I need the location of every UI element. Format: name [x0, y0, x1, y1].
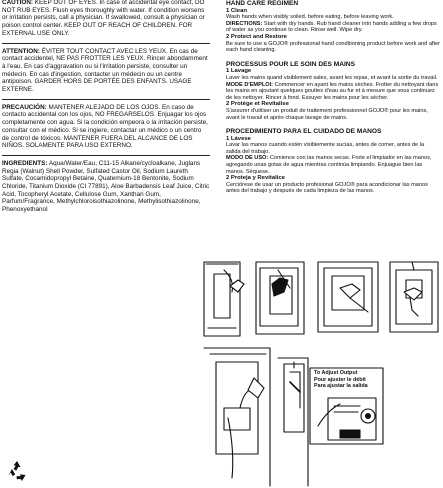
caution-block	[2, 0, 210, 38]
en-step2-heading: 2 Protect and Restore	[226, 33, 287, 40]
spanish-section	[226, 128, 440, 195]
en-step2-text: Be sure to use a GOJO® professional hand conditioning product before work and after each hand cleaning.	[226, 40, 441, 54]
caution-lead: CAUTION:	[2, 0, 34, 6]
adjust-output-labels	[314, 370, 388, 390]
recycle-icon	[6, 460, 28, 482]
es-title: PROCEDIMIENTO PARA EL CUIDADO DE MANOS	[226, 128, 382, 136]
es-directions-text: Comience con las manos secas. Frote el limpiador en las manos, agregando unas gotas de agua mientras continúa limpiando. Enjuague bien las manos. Séquese.	[226, 155, 432, 175]
es-step1-text: Lavar las manos cuando estén visiblemente sucias, antes de comer, antes de la salida del trabajo.	[226, 142, 425, 155]
fr-directions-text: Commencer en ayant les mains sèches. Frotter du nettoyant dans les mains en ajoutant quelques gouttes d'eau au fur et à mesure que vous continuez de les nettoyer. Rincer à fond. Essuyer les mains pour les sécher.	[226, 81, 439, 101]
fr-step1-heading: 1 Lavage	[226, 68, 252, 75]
open-dispenser-illustration	[204, 262, 244, 336]
ingredients-lead: INGREDIENTS:	[2, 159, 48, 167]
es-step1-heading: 1 Lávese	[226, 135, 251, 142]
ingredients-block	[2, 160, 210, 214]
es-step2-heading: 2 Proteja y Revitalice	[226, 175, 285, 182]
french-section	[226, 61, 440, 121]
attention-text: ÉVITER TOUT CONTACT AVEC LES YEUX. En cas de contact accidentel, NE PAS FROTTER LES YEUX. Rincer abondamment à l'eau. En cas d'aggravation ou si l'irritation persiste, consulter un médecin. En cas d'ingestion, contacter un médecin ou un centre antipoison. GARDER HORS DE PORTÉE DES ENFANTS. USAGE EXTERNE.	[2, 47, 208, 94]
divider	[2, 43, 210, 44]
warnings-column	[2, 0, 210, 214]
fr-title: PROCESSUS POUR LE SOIN DES MAINS	[226, 60, 355, 68]
es-step2-text: Cerciórese de usar un producto profesional GOJO® para acondicionar las manos antes del trabajo y después de cada limpieza de las manos.	[226, 181, 428, 195]
fr-directions-lead: MODE D'EMPLOI:	[226, 81, 274, 88]
adjust-output-en: To Adjust Output	[314, 370, 358, 376]
close-dispenser-illustration	[318, 262, 378, 332]
precaucion-text: MANTENER ALEJADO DE LOS OJOS. En caso de contacto accidental con los ojos, NO FREGARSELOS. Enjuagar los ojos completamente con agua. Si la condición empeora o la irritación persiste, consultar con el médico. Si se ingiere, contactar un médico o un centro de control de tóxicos. MANTENER FUERA DEL ALCANCE DE LOS NIÑOS. SOLAMENTE PARA USO EXTERNO.	[2, 103, 208, 150]
english-section	[226, 0, 440, 54]
en-step1-heading: 1 Clean	[226, 7, 247, 14]
precaucion-block	[2, 104, 210, 150]
insert-cartridge-illustration	[256, 262, 304, 334]
refill-arrow-illustration	[278, 358, 308, 486]
divider	[2, 155, 210, 156]
en-directions-lead: DIRECTIONS:	[226, 20, 263, 27]
en-title: HAND CARE REGIMEN	[226, 0, 299, 7]
dispense-illustration	[390, 262, 438, 332]
fr-step2-heading: 2 Protège et Revitalise	[226, 101, 289, 108]
fr-step2-text: S'assurer d'utiliser un produit de traitement professionnel GOJO® pour les mains, avant le travail et après chaque lavage de mains.	[226, 107, 428, 121]
divider	[2, 99, 210, 100]
adjust-output-es: Para ajustar la salida	[314, 383, 368, 390]
fr-step1-text: Laver les mains quand visiblement sales, avant les repas, et avant la sortie du travail.	[226, 74, 438, 81]
caution-text: KEEP OUT OF EYES. In case of accidental eye contact, DO NOT RUB EYES. Flush eyes thoroughly with water. If condition worsens or irritation persists, call a physician. If swallowed, consult a physician or poison control center. KEEP OUT OF REACH OF CHILDREN. FOR EXTERNAL USE ONLY.	[2, 0, 205, 37]
es-directions-lead: MODO DE USO:	[226, 155, 269, 162]
wall-mount-illustration	[204, 348, 270, 486]
en-step1-text: Wash hands when visibly soiled, before eating, before leaving work.	[226, 14, 394, 21]
ingredients-text: Aqua/Water/Eau, C11-15 Alkane/cycloalkane, Juglans Regia (Walnut) Shell Powder, Sulfated Castor Oil, Sodium Laureth Sulfate, Cocamidopropyl Betaine, Quaternium-18 Bentonite, Sodium Chloride, Titanium Dioxide (CI 77891), Aloe Barbadensis Leaf Juice, Citric Acid, Tocopheryl Acetate, Cellulose Gum, Xanthan Gum, Parfum/Fragrance, Methylchloroisothiazolinone, Methylisothiazolinone, Phenoxyethanol	[2, 159, 210, 214]
attention-lead: ATTENTION:	[2, 47, 40, 55]
precaucion-lead: PRECAUCIÓN:	[2, 103, 47, 111]
adjust-output-fr: Pour ajuster le débit	[314, 376, 366, 383]
instructions-column	[226, 0, 440, 195]
attention-block	[2, 48, 210, 94]
en-directions-text: Start with dry hands. Rub hand cleaner into hands adding a few drops of water as you continue to clean. Rinse well. Wipe dry.	[226, 20, 437, 34]
